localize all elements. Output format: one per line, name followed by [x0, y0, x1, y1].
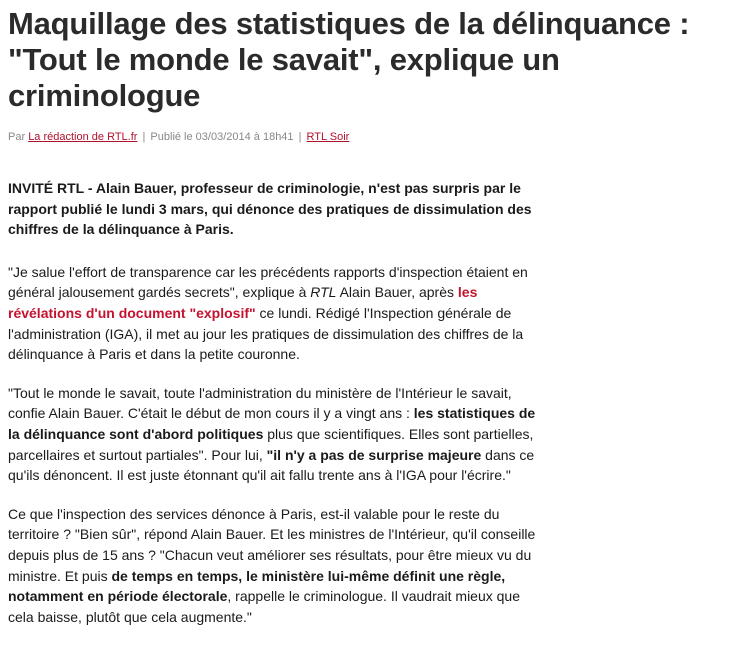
text-run: Ce que l'inspection des services dénonce à Paris, est-il valable pour le reste du territoire ? "Bien sûr", répond Alain Bauer. Et les ministres de l'Intérieur, qu'il conseille depuis plus de 15 ans ? "Chacun veut améliorer ses résultats, pour être mieux vu du ministre. Et puis: [8, 505, 536, 584]
text-run-bold: de temps en temps, le ministère lui-même définit une règle, notamment en période électorale: [8, 567, 506, 605]
article-lead: INVITÉ RTL - Alain Bauer, professeur de criminologie, n'est pas surpris par le rapport publié le lundi 3 mars, qui dénonce des pratiques de dissimulation des chiffres de la délinquance à Paris.: [8, 180, 532, 238]
text-run-bold: les statistiques de la délinquance sont d'abord politiques: [8, 405, 536, 442]
article-body: [8, 178, 536, 645]
byline-separator: |: [139, 131, 149, 143]
article-paragraph-1: [8, 262, 536, 365]
text-run: dans ce qu'ils dénoncent. Il est juste étonnant qu'il ait fallu trente ans à l'IGA pour l'écrire.": [8, 446, 535, 484]
text-run-italic: RTL: [310, 284, 337, 301]
byline-published-date: Publié le 03/03/2014 à 18h41: [150, 131, 294, 143]
article-paragraph-3: [8, 504, 536, 628]
text-run: "Je salue l'effort de transparence car les précédents rapports d'inspection étaient en général jalousement gardés secrets", explique à: [8, 263, 528, 301]
text-run-bold: "il n'y a pas de surprise majeure: [266, 446, 482, 463]
text-run: "Tout le monde le savait, toute l'administration du ministère de l'Intérieur le savait, confie Alain Bauer. C'était le début de mon cours il y a vingt ans :: [8, 384, 512, 422]
text-run: Alain Bauer, après: [336, 284, 458, 301]
byline-author-link[interactable]: La rédaction de RTL.fr: [28, 131, 138, 143]
text-run: plus que scientifiques. Elles sont partielles, parcellaires et surtout partiales". Pour lui,: [8, 425, 534, 463]
byline-show-link[interactable]: RTL Soir: [306, 131, 350, 143]
byline-separator: |: [295, 131, 305, 143]
text-run: , rappelle le criminologue. Il vaudrait mieux que cela baisse, plutôt que cela augmente.": [8, 588, 521, 625]
article-headline: Maquillage des statistiques de la délinquance : "Tout le monde le savait", explique un criminologue: [8, 6, 690, 113]
article-paragraph-2: [8, 383, 536, 486]
revelations-document-link[interactable]: les révélations d'un document "explosif": [8, 284, 478, 321]
article-byline: [8, 130, 738, 144]
article: [8, 6, 738, 625]
text-run: ce lundi. Rédigé l'Inspection générale de l'administration (IGA), il met au jour les pratiques de dissimulation des chiffres de la délinquance à Paris et dans la petite couronne.: [8, 304, 524, 363]
byline-prefix: Par: [8, 131, 29, 143]
